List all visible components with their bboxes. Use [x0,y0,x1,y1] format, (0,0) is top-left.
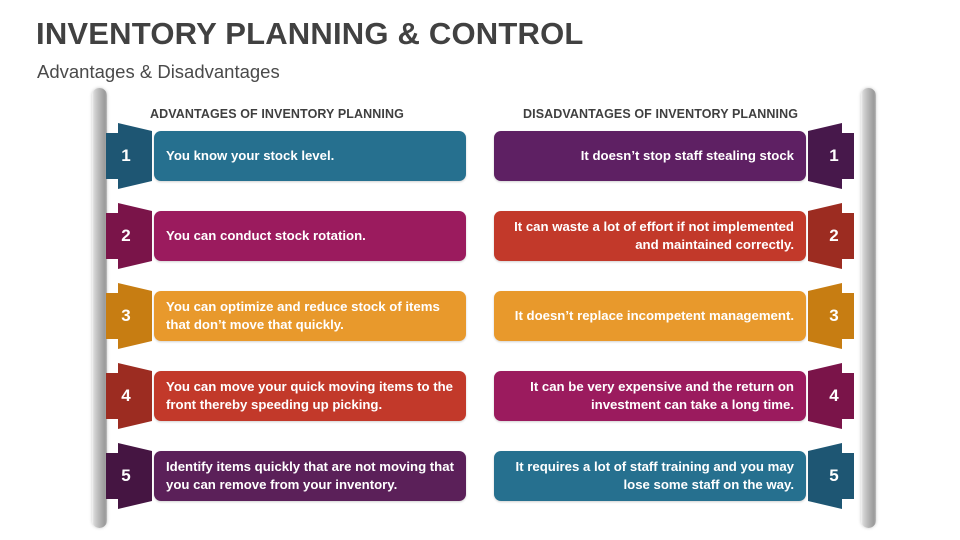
advantage-item-1[interactable] [106,131,466,181]
advantage-number-label: 5 [121,466,131,485]
advantage-number-badge-5 [106,439,152,513]
advantage-number-label: 3 [121,306,131,325]
disadvantage-number-label: 1 [829,146,839,165]
advantage-number-badge-3 [106,279,152,353]
advantage-text-2: You can conduct stock rotation. [166,228,366,244]
advantage-number-label: 4 [121,386,131,405]
advantage-item-2[interactable] [106,211,466,261]
advantage-text-5: Identify items quickly that are not moving that you can remove from your inventory. [166,459,454,492]
advantage-text-box-5[interactable] [154,451,466,501]
disadvantage-text-box-3[interactable] [494,291,806,341]
disadvantage-text-box-2[interactable] [494,211,806,261]
advantage-text-1: You know your stock level. [166,148,335,164]
disadvantage-text-box-5[interactable] [494,451,806,501]
advantage-number-badge-4 [106,359,152,433]
disadvantage-item-2[interactable] [494,211,854,261]
disadvantages-column-heading: DISADVANTAGES OF INVENTORY PLANNING [523,107,799,121]
left-pillar-graphic [92,88,107,528]
disadvantage-number-badge-5 [808,439,854,513]
disadvantage-number-label: 2 [829,226,839,245]
disadvantage-text-1: It doesn’t stop staff stealing stock [580,148,794,164]
disadvantage-item-3[interactable] [494,291,854,341]
disadvantage-item-4[interactable] [494,371,854,421]
disadvantage-number-badge-3 [808,279,854,353]
advantage-number-label: 2 [121,226,131,245]
advantage-text-box-2[interactable] [154,211,466,261]
advantage-number-badge-1 [106,119,152,193]
advantage-text-box-1[interactable] [154,131,466,181]
right-pillar-graphic [861,88,876,528]
disadvantage-text-4: It can be very expensive and the return on investment can take a long time. [530,379,794,412]
disadvantage-number-label: 5 [829,466,839,485]
advantage-number-label: 1 [121,146,131,165]
advantage-item-5[interactable] [106,451,466,501]
advantage-text-box-4[interactable] [154,371,466,421]
disadvantage-text-3: It doesn’t replace incompetent management. [514,308,794,324]
disadvantage-text-box-4[interactable] [494,371,806,421]
advantage-text-box-3[interactable] [154,291,466,341]
disadvantage-text-2: It can waste a lot of effort if not implemented and maintained correctly. [514,219,794,252]
disadvantage-number-badge-4 [808,359,854,433]
advantage-item-4[interactable] [106,371,466,421]
page-title: INVENTORY PLANNING & CONTROL [36,16,584,51]
advantage-text-4: You can move your quick moving items to the front thereby speeding up picking. [166,379,454,412]
page-subtitle: Advantages & Disadvantages [37,61,280,82]
disadvantage-item-1[interactable] [494,131,854,181]
advantage-number-badge-2 [106,199,152,273]
disadvantage-number-badge-1 [808,119,854,193]
disadvantage-number-label: 3 [829,306,839,325]
advantages-column-heading: ADVANTAGES OF INVENTORY PLANNING [150,107,404,121]
disadvantage-number-label: 4 [829,386,839,405]
disadvantage-text-box-1[interactable] [494,131,806,181]
disadvantage-text-5: It requires a lot of staff training and you may lose some staff on the way. [515,459,794,492]
advantage-text-3: You can optimize and reduce stock of items that don’t move that quickly. [166,299,440,332]
disadvantage-number-badge-2 [808,199,854,273]
disadvantage-item-5[interactable] [494,451,854,501]
advantage-item-3[interactable] [106,291,466,341]
